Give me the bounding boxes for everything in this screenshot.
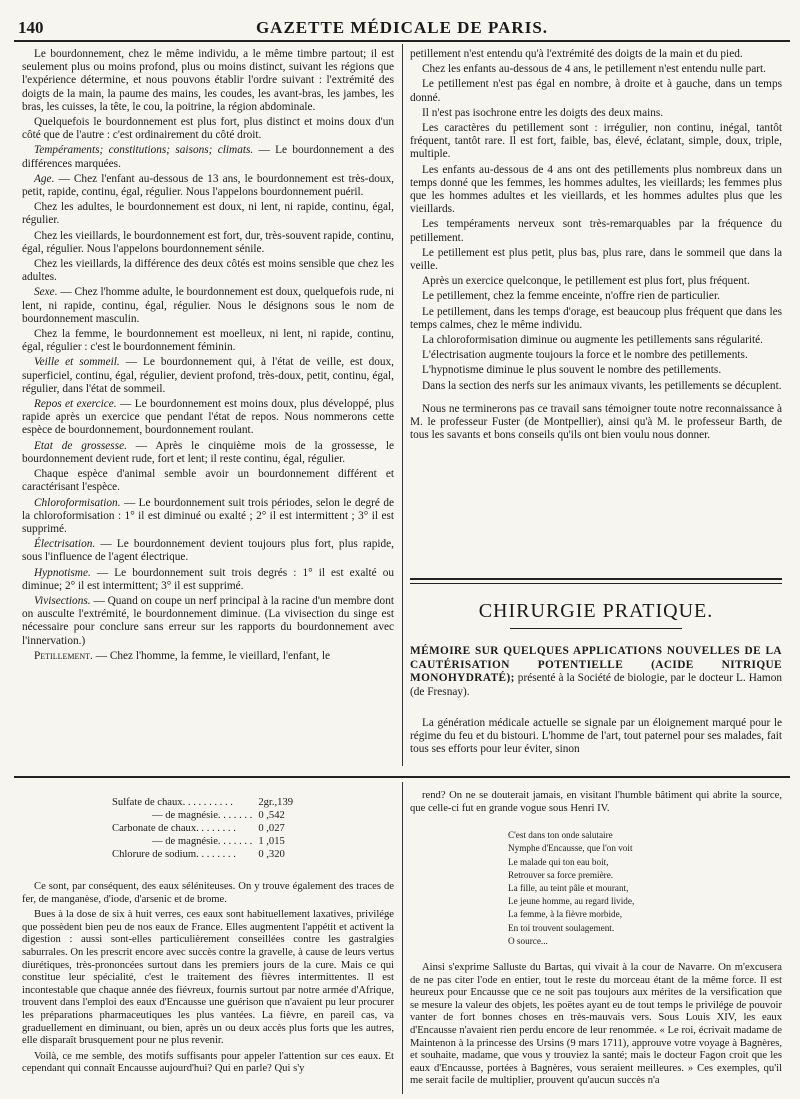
right-paragraph: L'hypnotisme diminue le plus souvent le nombre des petillements. [422,364,722,377]
paragraph-lead: Électrisation. [34,538,96,551]
left-paragraph [22,538,394,564]
paragraph-lead: Sexe. [34,286,58,299]
feuilleton-intro: rend? On ne se douterait jamais, en visitant l'humble bâtiment qui abrite la source, que celle-ci fut en grande vogue sous Henri IV. [410,790,782,814]
paragraph-text: — Le bourdonnement devient toujours plus fort, plus rapide, sous l'influence de l'agent électrique. [22,538,394,564]
left-paragraph [22,230,394,256]
right-paragraph: Nous ne terminerons pas ce travail sans témoigner toute notre reconnaissance à M. le professeur Fuster (de Montpellier), ainsi qu'à M. le professeur Barth, de tous les savants et bons conseils qu'ils ont bien voulu nous donner. [410,402,782,442]
feuilleton-outro: Ainsi s'exprime Salluste du Bartas, qui vivait à la cour de Navarre. On m'excusera de ne pas citer l'ode en entier, tout le reste du morceau étant de la même force. Il est heureux pour Encausse que ce ne soit pas toujours aux mérites de la versification que se mesure la valeur des objets, les poëtes ayant eu de tout temps le privilége de pouvoir vanter de fort bonnes choses en très-mauvais vers. Sous Louis XIV, les eaux d'Encausse n'avaient rien perdu encore de leur renommée. « Le roi, écrivait madame de Maintenon à la princesse des Ursins (9 mars 1711), approuve votre voyage à Bagnères, et souhaite, madame, que vous y trouviez la santé; mais le docteur Fagon croit que les eaux d'Encausse, portées à Bagnères, vous seraient meilleures. » Ces exemples, qu'il me serait facile de multiplier, prouvent qu'aucun succès n'a [410,962,782,1087]
poem [508,829,782,948]
feuilleton-column-divider [402,782,403,1094]
paragraph-text: — Le bourdonnement suit trois périodes, selon le degré de la chloroformisation : 1° il est diminué ou exalté ; 2° il est intermittent ; 3° il est supprimé. [22,496,394,535]
paragraph-text: — Après le cinquième mois de la grossesse, le bourdonnement devient rude, fort et lent; il reste continu, égal, régulier. [22,439,394,465]
paragraph-text: Quelquefois le bourdonnement est plus fort, plus distinct et moins doux d'un côté que de l'autre : c'est ordinairement du côté droit. [22,116,394,142]
right-paragraph: L'électrisation augmente toujours la force et le nombre des petillements. [422,349,748,362]
composition-row [112,796,293,809]
right-paragraph: Le petillement n'est pas égal en nombre, à droite et à gauche, dans un temps donné. [410,78,782,104]
paragraph-text: — Quand on coupe un nerf principal à la racine d'un membre dont on ausculte l'extrémité, le bourdonnement diminue. (La vivisection du singe est nécessaire pour conclure sans erreur sur les rapports du bourdonnement avec l'innervation.) [22,594,394,647]
paragraph-lead: Tempéraments; constitutions; saisons; climats. [34,144,254,157]
poem-line: En toi trouvent soulagement. [508,922,615,933]
paragraph-lead: Hypnotisme. [34,566,91,579]
feuilleton-rule [14,776,790,778]
composition-name: Chlorure de sodium. . . . . . . . [112,849,236,860]
composition-row [112,822,293,835]
paragraph-text: Chaque espèce d'animal semble avoir un bourdonnement différent et caractérisant l'espèce. [22,468,394,494]
paragraph-lead: Petillement. [34,649,93,662]
page-header [14,14,790,42]
right-paragraph: Les tempéraments nerveux sont très-remarquables par la fréquence du petillement. [410,218,782,244]
memoir-title [410,645,782,699]
paragraph-lead: Chloroformisation. [34,496,121,509]
left-paragraph [22,116,394,142]
left-paragraph [22,201,394,227]
poem-line: Nymphe d'Encausse, que l'on voit [508,843,633,854]
feuilleton-right [410,790,782,1091]
composition-name: — de magnésie. . . . . . . [152,836,253,847]
paragraph-text: — Le bourdonnement qui, à l'état de veille, est doux, superficiel, continu, égal, régulier, devient profond, très-doux, petit, continu, égal, régulier, dans l'état de sommeil. [22,356,394,395]
paragraph-text: Le bourdonnement, chez le même individu, a le même timbre partout; il est seulement plus ou moins profond, plus ou moins distinct, suivant les régions que l'expérience détermine, et nous pouvons établir l'ordre suivant : l'extrémité des doigts de la main, la paume des mains, les coudes, les avant-bras, les jambes, les bras, les cuisses, la tête, le cou, la poitrine, la région abdominale. [22,48,394,113]
journal-title: GAZETTE MÉDICALE DE PARIS. [255,18,549,37]
left-paragraph [22,286,394,326]
left-paragraph [22,328,394,354]
composition-row [112,848,293,861]
left-paragraph [22,497,394,537]
feuilleton-paragraph: Ce sont, par conséquent, des eaux séléniteuses. On y trouve également des traces de fer, de manganèse, d'iode, d'arsenic et de brome. [22,881,394,905]
left-paragraph [22,440,394,466]
paragraph-text: — Le bourdonnement suit trois degrés : 1° il est exalté ou diminue; 2° il est intermittent; 3° il est supprimé. [22,566,394,592]
paragraph-text: Chez les vieillards, le bourdonnement est fort, dur, très-souvent rapide, continu, égal, régulier. Nous l'appelons bourdonnement sénile. [22,229,394,255]
section-separator [410,578,782,584]
composition-value: 0 ,320 [258,849,285,860]
feuilleton-left [22,796,394,1079]
paragraph-lead: Veille et sommeil. [34,356,120,369]
memoir-body [410,717,782,757]
left-paragraph [22,468,394,494]
right-paragraph: Chez les enfants au-dessous de 4 ans, le petillement n'est entendu nulle part. [422,63,766,76]
paragraph-text: Chez la femme, le bourdonnement est moelleux, ni lent, ni rapide, continu, égal, régulier : c'est le bourdonnement féminin. [22,328,394,354]
right-paragraph: Le petillement, chez la femme enceinte, n'offre rien de particulier. [422,290,720,303]
left-paragraph [22,144,394,170]
left-paragraph [22,650,394,663]
composition-name: — de magnésie. . . . . . . [152,810,253,821]
left-column [22,48,394,766]
paragraph-text: Chez les vieillards, la différence des deux côtés est moins sensible que chez les adultes. [22,258,394,284]
right-paragraph: Le petillement, dans les temps d'orage, est beaucoup plus fréquent que dans les temps calmes, chez le même individu. [410,305,782,331]
composition-value: 2gr.,139 [258,797,294,808]
right-paragraph: La chloroformisation diminue ou augmente les petillements sans régularité. [422,334,764,347]
paragraph-text: — Chez l'enfant au-dessous de 13 ans, le bourdonnement est très-doux, petit, rapide, continu, égal, régulier. Nous l'appelons bourdonnement puéril. [22,172,394,199]
composition-value: 0 ,027 [258,823,285,834]
column-divider [402,44,403,766]
right-paragraph: Les caractères du petillement sont : irrégulier, non continu, inégal, tantôt fréquent, tantôt rare. Il est fort, faible, bas, élevé, éclatant, simple, doux, triple, multiple. [410,122,782,161]
right-paragraph: Dans la section des nerfs sur les animaux vivants, les petillements se décuplent. [422,379,782,392]
poem-line: La femme, à la fièvre morbide, [508,909,623,920]
paragraph-lead: Vivisections. [34,594,91,607]
poem-line: Le jeune homme, au regard livide, [508,896,635,907]
paragraph-lead: Repos et exercice. [34,398,117,411]
paragraph-text: — Le bourdonnement a des différences marquées. [22,144,394,170]
paragraph-text: — Chez l'homme, la femme, le vieillard, l'enfant, le [92,649,331,662]
left-paragraph [22,567,394,593]
composition-row [112,809,293,822]
poem-line: Retrouver sa force première. [508,869,614,880]
poem-line: Le malade qui ton eau boit, [508,856,609,867]
right-paragraph: Les enfants au-dessous de 4 ans ont des petillements plus nombreux dans un temps donné que les femmes, les hommes adultes, les vieillards; les femmes plus que les hommes adultes et les vieillards, et les hommes adultes plus que les vieillards. [410,163,782,216]
left-paragraph [22,356,394,396]
composition-name: Carbonate de chaux. . . . . . . . [112,823,236,834]
memoir-title-lead: MÉMOIRE SUR QUELQUES APPLICATIONS NOUVELLES DE LA CAUTÉRISATION POTENTIELLE (ACIDE NITRIQUE MONOHYDRATÉ); [410,645,782,684]
right-paragraph: Après un exercice quelconque, le petillement est plus fort, plus fréquent. [422,275,750,288]
memoir-title-rest: présenté à la Société de biologie, par le docteur L. Hamon (de Fresnay). [410,672,782,698]
left-paragraph [22,595,394,648]
paragraph-text: — Chez l'homme adulte, le bourdonnement est doux, quelquefois rude, ni lent, ni rapide, continu, égal, régulier. Nous le désignons sous le nom de bourdonnement masculin. [22,286,394,325]
poem-line: La fille, au teint pâle et mourant, [508,883,629,893]
composition-row [112,835,293,848]
paragraph-lead: Age. [34,172,55,185]
left-paragraph [22,398,394,438]
feuilleton-paragraph: Voilà, ce me semble, des motifs suffisants pour appeler l'attention sur ces eaux. Et cependant qui connaît Encausse aujourd'hui? Qui en parle? Qui s'y [22,1050,394,1075]
paragraph-text: — Le bourdonnement est moins doux, plus développé, plus rapide après un exercice que pendant l'état de repos. Nous nommerons cette espèce de bourdonnement, bourdonnement roulant. [22,398,394,437]
composition-value: 0 ,542 [258,810,285,821]
poem-line: O source... [508,935,548,946]
paragraph-lead: Etat de grossesse. [34,439,127,452]
left-paragraph [22,258,394,284]
composition-name: Sulfate de chaux. . . . . . . . . . [112,797,233,808]
feuilleton-paragraph: Bues à la dose de six à huit verres, ces eaux sont habituellement laxatives, privilége que possèdent bien peu de nos eaux de France. Elles augmentent l'appétit et activent la digestion : aussi sont-elles particulièrement conseillées contre les gastralgies saburrales. On les prescrit encore avec succès contre la gravelle, à cause de leurs vertus diurétiques, très-prononcées surtout dans les premiers jours de la cure. Mais ce qui constitue leur spécialité, c'est le traitement des fièvres intermittentes. Il est incontestable que chaque année des fiévreux, fournis surtout par notre armée d'Afrique, trouvent dans l'emploi des eaux d'Encausse une guérison que n'avaient pu leur procurer les préparations pharmaceutiques les plus vantées. La fièvre, en pareil cas, va graduellement en diminuant, ou bien, après un ou deux accès plus forts que les autres, elle disparaît brusquement pour ne plus revenir. [22,909,394,1047]
mineral-composition-table [112,796,293,861]
right-paragraph: petillement n'est entendu qu'à l'extrémité des doigts de la main et du pied. [410,48,743,60]
page-number: 140 [18,18,44,37]
section-title-rule [510,628,682,629]
section-title: CHIRURGIE PRATIQUE. [478,600,714,622]
composition-value: 1 ,015 [258,836,285,847]
left-paragraph [22,173,394,199]
poem-line: C'est dans ton onde salutaire [508,830,613,841]
paragraph-text: Chez les adultes, le bourdonnement est doux, ni lent, ni rapide, continu, égal, régulier. [22,201,394,227]
left-paragraph [22,48,394,114]
right-column [410,48,782,573]
right-paragraph: Le petillement est plus petit, plus bas, plus rare, dans le sommeil que dans la veille. [410,246,782,273]
memoir-paragraph: La génération médicale actuelle se signale par un éloignement marqué pour le régime du feu et du bistouri. L'homme de l'art, tout paternel pour ses malades, fait tous ses efforts pour leur éviter, sinon [410,717,782,756]
right-paragraph: Il n'est pas isochrone entre les doigts des deux mains. [422,106,664,119]
